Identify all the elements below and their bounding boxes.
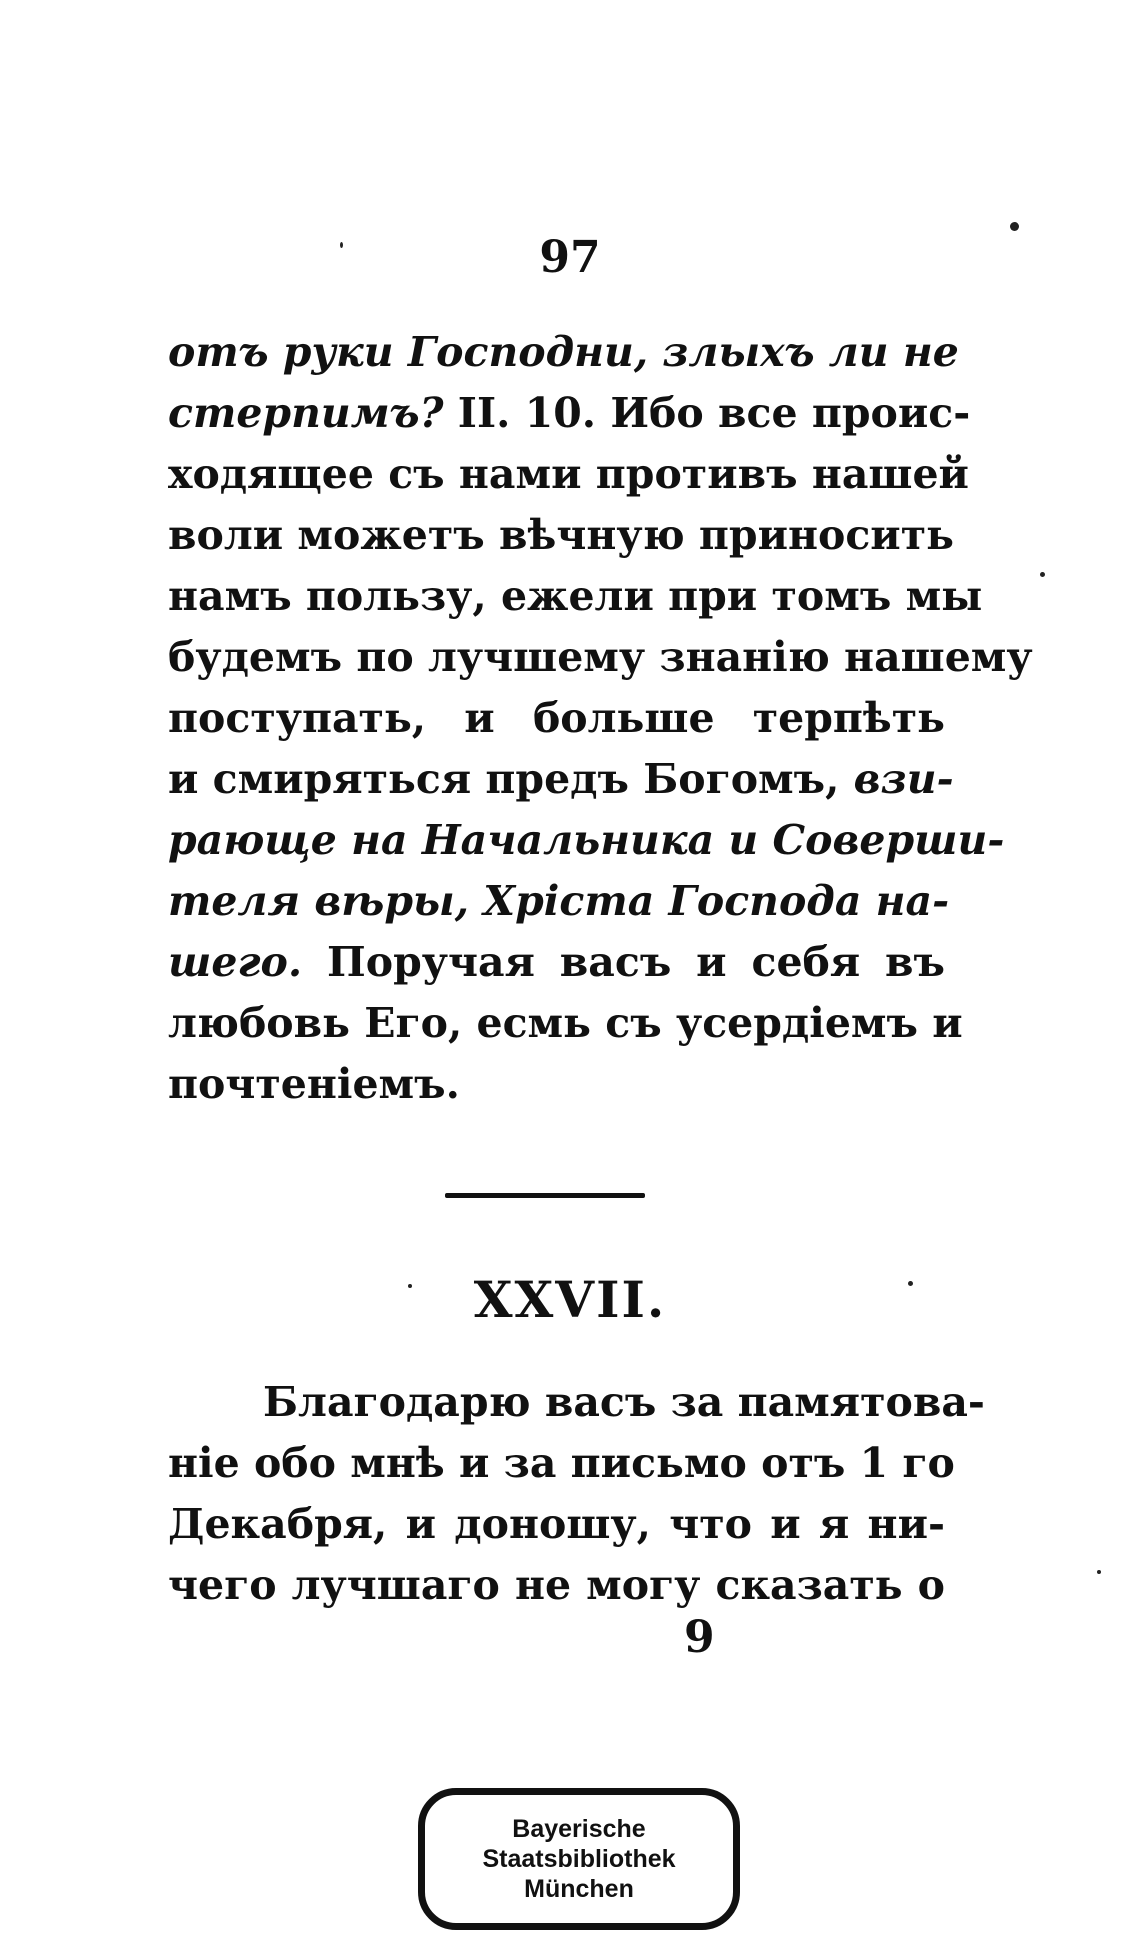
text-run: и смиряться предъ Богомъ,	[168, 755, 854, 803]
italic-phrase: теля вѣры,	[168, 877, 484, 925]
print-speck	[1010, 222, 1019, 231]
text-line	[168, 932, 945, 993]
text-line: намъ пользу, ежели при томъ мы	[168, 572, 983, 620]
text-line: любовь Его, есмь съ усердіемъ и	[168, 999, 963, 1047]
text-line: рающе на Начальника и Соверши-	[168, 816, 1005, 864]
page-number: 97	[539, 232, 601, 283]
text-line	[168, 749, 954, 810]
section-divider	[445, 1193, 645, 1198]
text-line: поступать, и больше терпѣть	[168, 694, 945, 742]
italic-phrase: шего.	[168, 938, 303, 986]
text-line: воли можетъ вѣчную приносить	[168, 511, 954, 559]
print-speck	[408, 1284, 412, 1288]
letter-opening-paragraph	[168, 1372, 985, 1616]
text-run: II. 10. Ибо все проис-	[443, 389, 971, 437]
text-line: чего лучшаго не могу сказать о	[168, 1561, 945, 1609]
section-heading: XXVII.	[473, 1270, 667, 1329]
signature-mark: 9	[684, 1612, 715, 1663]
text-line: ніе обо мнѣ и за письмо отъ 1 го	[168, 1439, 955, 1487]
library-stamp	[418, 1788, 740, 1930]
text-line: отъ руки Господни, злыхъ ли не	[168, 328, 959, 376]
text-line	[168, 871, 950, 932]
text-run: Поручая васъ и себя въ	[302, 938, 945, 986]
stamp-line: Staatsbibliothek	[482, 1845, 676, 1873]
text-line: ходящее съ нами противъ нашей	[168, 450, 969, 498]
italic-phrase: взи-	[853, 755, 954, 803]
print-speck	[340, 242, 343, 248]
print-speck	[1040, 572, 1045, 577]
text-line	[168, 383, 971, 444]
letter-closing-paragraph	[168, 322, 1033, 1115]
text-line: почтеніемъ.	[168, 1060, 460, 1108]
italic-phrase: стерпимъ?	[168, 389, 444, 437]
stamp-line: München	[524, 1875, 634, 1903]
print-speck	[1097, 1570, 1101, 1574]
text-line: будемъ по лучшему знанію нашему	[168, 633, 1033, 681]
stamp-line: Bayerische	[512, 1815, 646, 1843]
text-line: Благодарю васъ за памятова-	[263, 1378, 985, 1426]
italic-phrase: Хріста Господа на-	[483, 877, 950, 925]
print-speck	[908, 1281, 913, 1286]
text-line: Декабря, и доношу, что и я ни-	[168, 1500, 945, 1548]
